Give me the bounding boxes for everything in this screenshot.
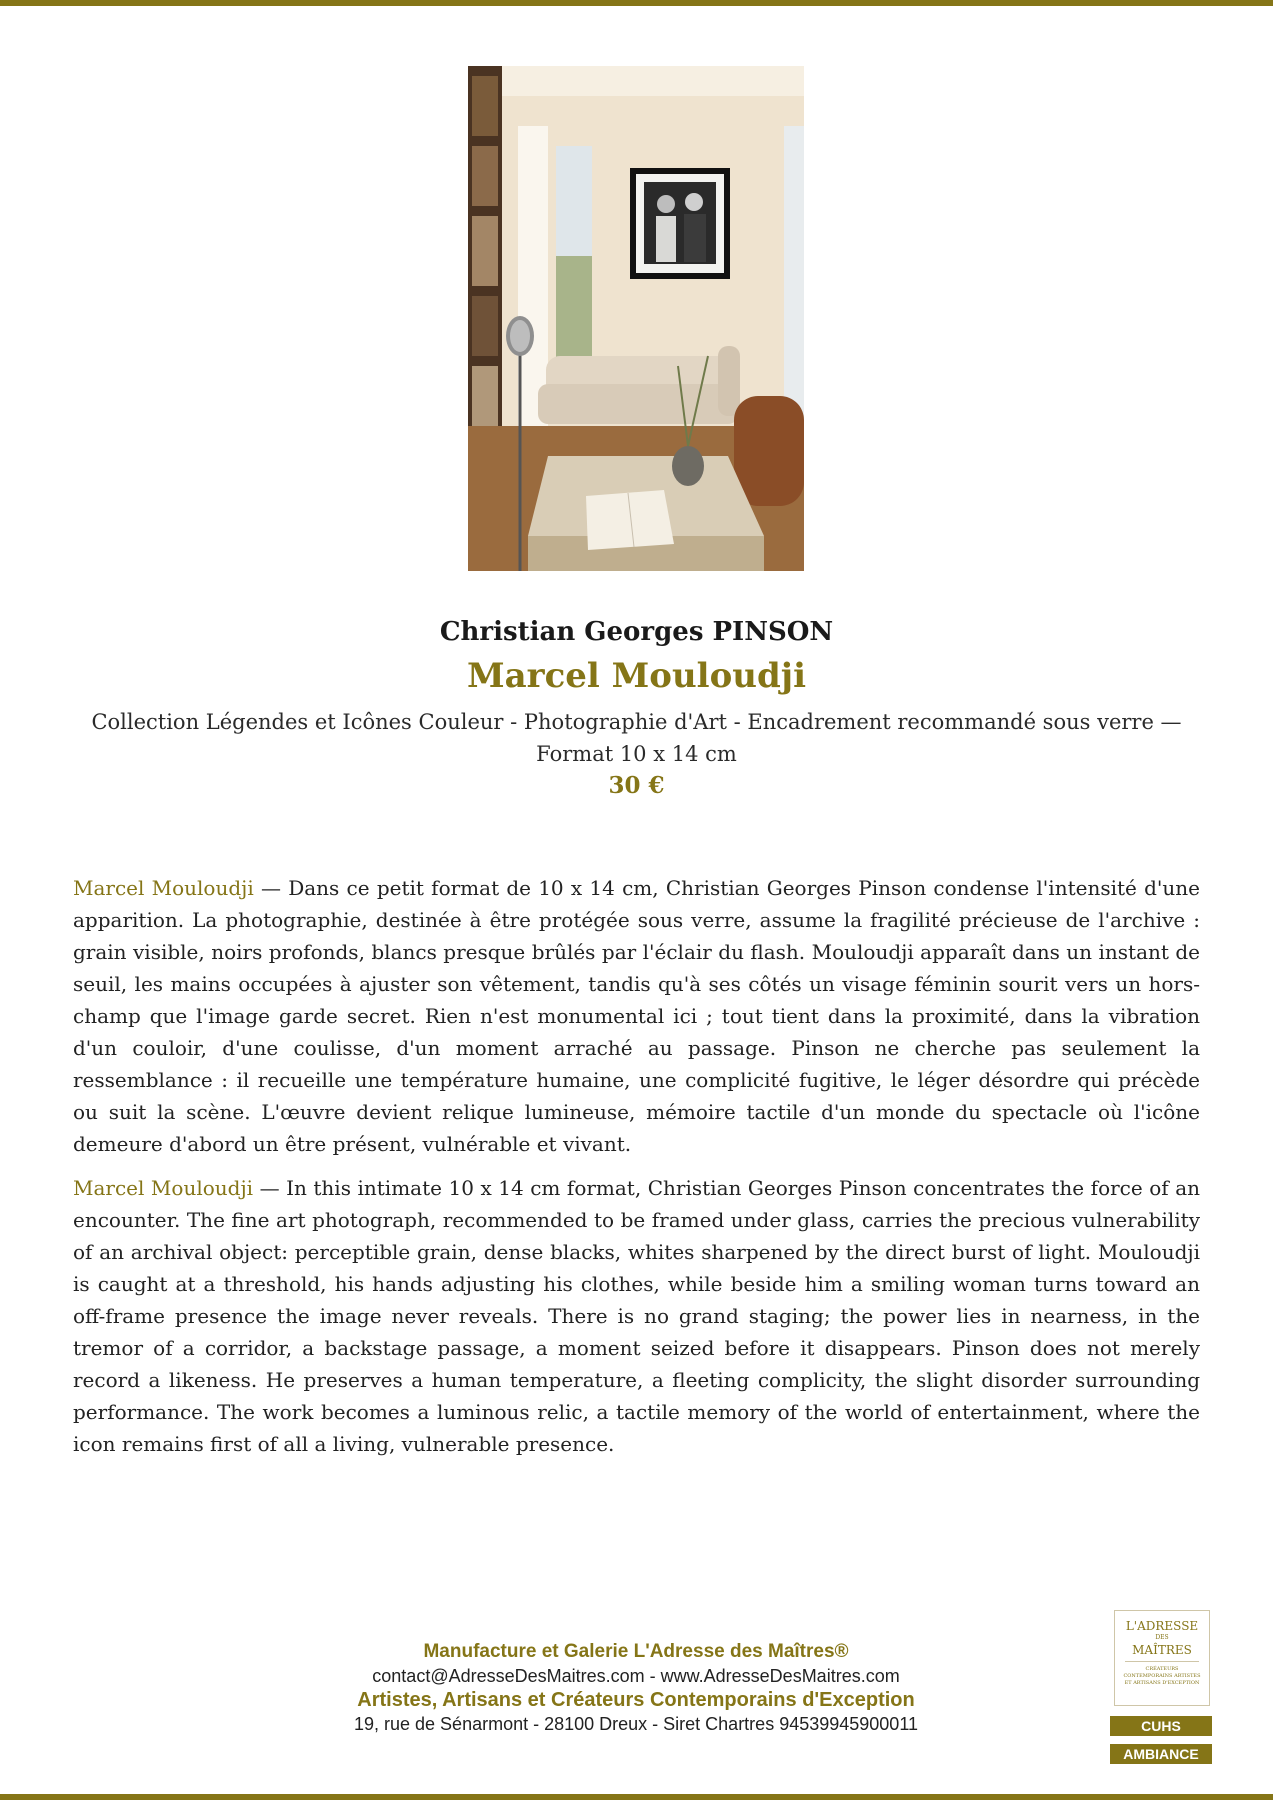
- artwork-description: [73, 872, 1200, 1472]
- badge-ambiance: AMBIANCE: [1110, 1744, 1212, 1764]
- description-en-lead: Marcel Mouloudji: [73, 1176, 254, 1200]
- top-border: [0, 0, 1273, 6]
- description-en: [73, 1172, 1200, 1460]
- description-fr-lead: Marcel Mouloudji: [73, 876, 254, 900]
- logo-line2: DES: [1155, 1634, 1169, 1641]
- footer-contact: contact@AdresseDesMaitres.com - www.AdresseDesMaitres.com: [372, 1666, 900, 1686]
- description-en-text: — In this intimate 10 x 14 cm format, Christian Georges Pinson concentrates the force of an encounter. The fine art photograph, recommended to be framed under glass, carries the precious vulnerability of an archival object: perceptible grain, dense blacks, whites sharpened by the direct burst of light. Mouloudji is caught at a threshold, his hands adjusting his clothes, while beside him a smiling woman turns toward an off-frame presence the image never reveals. There is no grand staging; the power lies in nearness, in the tremor of a corridor, a backstage passage, a moment seized before it disappears. Pinson does not merely record a likeness. He preserves a human temperature, a fleeting complicity, the slight disorder surrounding performance. The work becomes a luminous relic, a tactile memory of the world of entertainment, where the icon remains first of all a living, vulnerable presence.: [73, 1176, 1200, 1456]
- gallery-logo: [1114, 1610, 1210, 1706]
- artwork-price: 30 €: [608, 772, 665, 799]
- bottom-border: [0, 1794, 1273, 1800]
- artwork-title: Marcel Mouloudji: [466, 656, 806, 696]
- artwork-header: [60, 612, 1213, 802]
- logo-line4: CRÉATEURS CONTEMPORAINS ARTISTES ET ARTISANS D'EXCEPTION: [1123, 1666, 1201, 1686]
- logo-line1: L'ADRESSE: [1125, 1619, 1199, 1633]
- description-fr-text: — Dans ce petit format de 10 x 14 cm, Christian Georges Pinson condense l'intensité d'une apparition. La photographie, destinée à être protégée sous verre, assume la fragilité précieuse de l'archive : grain visible, noirs profonds, blancs presque brûlés par l'éclair du flash. Mouloudji apparaît dans un instant de seuil, les mains occupées à ajuster son vêtement, tandis qu'à ses côtés un visage féminin sourit vers un hors-champ que l'image garde secret. Rien n'est monumental ici ; tout tient dans la proximité, dans la vibration d'un couloir, d'une coulisse, d'un moment arraché au passage. Pinson ne cherche pas seulement la ressemblance : il recueille une température humaine, une complicité fugitive, le léger désordre qui précède ou suit la scène. L'œuvre devient relique lumineuse, mémoire tactile d'un monde du spectacle où l'icône demeure d'abord un être présent, vulnérable et vivant.: [73, 876, 1200, 1156]
- description-fr: [73, 872, 1200, 1160]
- footer-tagline: Artistes, Artisans et Créateurs Contemporains d'Exception: [357, 1689, 915, 1711]
- logo-line3: MAÎTRES: [1125, 1643, 1199, 1662]
- artwork-photo: [468, 66, 804, 571]
- footer: [236, 1640, 1036, 1736]
- artwork-subtitle: Collection Légendes et Icônes Couleur - Photographie d'Art - Encadrement recommandé sous verre — Format 10 x 14 cm: [91, 710, 1182, 766]
- artist-name: Christian Georges PINSON: [439, 617, 834, 647]
- badge-cuhs: CUHS: [1110, 1716, 1212, 1736]
- footer-gallery-name: Manufacture et Galerie L'Adresse des Maîtres®: [423, 1641, 849, 1662]
- footer-address: 19, rue de Sénarmont - 28100 Dreux - Siret Chartres 94539945900011: [353, 1714, 919, 1734]
